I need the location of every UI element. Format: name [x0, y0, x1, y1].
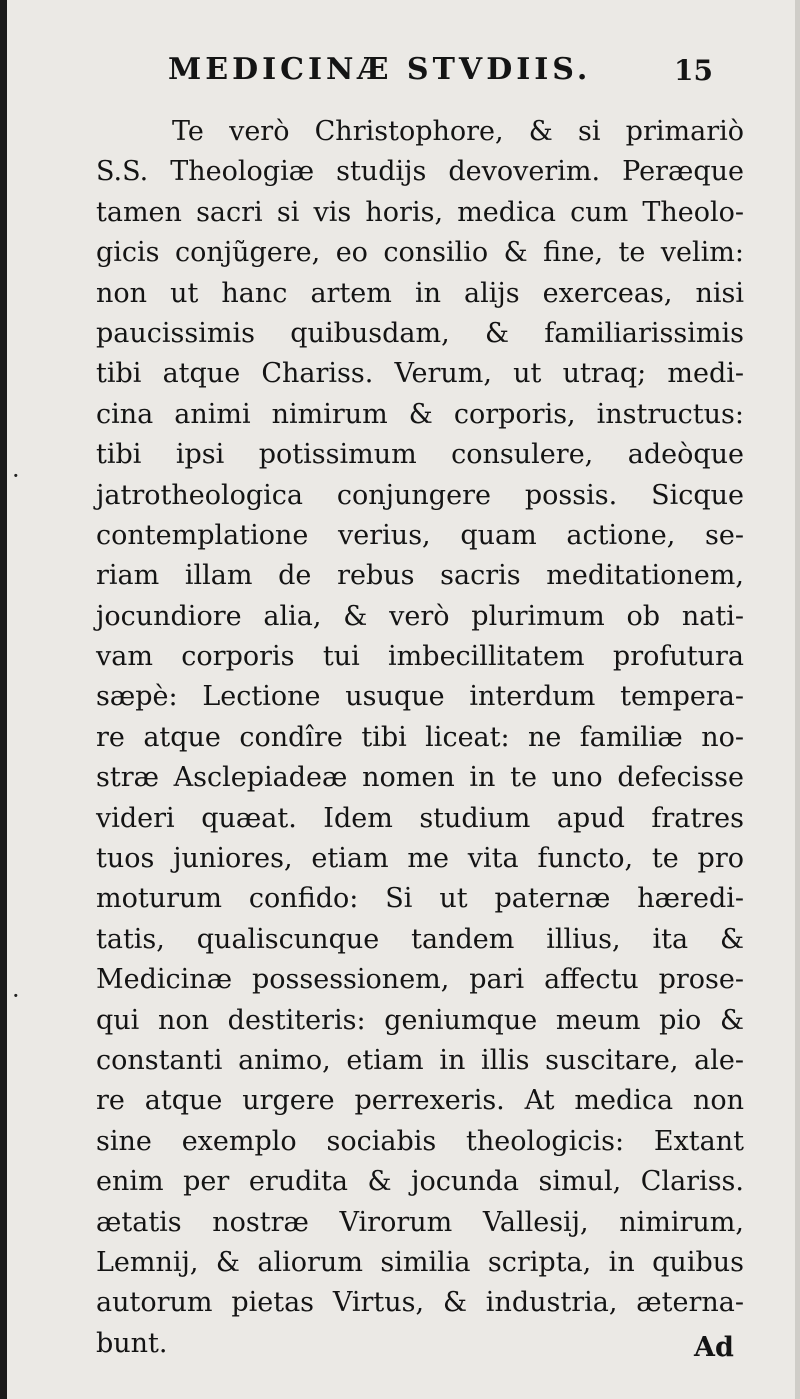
text-line: tibi ipsi potissimum consulere, adeòque — [96, 439, 744, 471]
text-line: ætatis nostræ Virorum Vallesij, nimirum, — [96, 1206, 744, 1238]
page-header — [168, 52, 728, 92]
text-line: re atque urgere perrexeris. At medica non — [96, 1085, 744, 1117]
page-number: 15 — [674, 54, 713, 87]
text-line: cina animi nimirum & corporis, instructus: — [96, 398, 744, 430]
text-line: tamen sacri si vis horis, medica cum Theolo- — [96, 196, 744, 228]
text-line: Medicinæ possessionem, pari affectu prose- — [96, 964, 744, 996]
text-line: sæpè: Lectione usuque interdum tempera- — [96, 681, 744, 713]
text-line: bunt. — [96, 1327, 168, 1359]
text-line: constanti animo, etiam in illis suscitare, ale- — [96, 1044, 744, 1076]
text-line: tuos juniores, etiam me vita functo, te pro — [96, 843, 744, 875]
text-line: Te verò Christophore, & si primariò — [172, 116, 744, 147]
text-line: jatrotheologica conjungere possis. Sicque — [96, 479, 744, 511]
text-line: Lemnij, & aliorum similia scripta, in quibus — [96, 1246, 744, 1278]
page-gutter-shadow — [0, 0, 7, 1399]
text-line: stræ Asclepiadeæ nomen in te uno defecisse — [96, 762, 744, 794]
page-edge — [795, 0, 800, 1399]
text-line: autorum pietas Virtus, & industria, æterna- — [96, 1287, 744, 1319]
text-line: tatis, qualiscunque tandem illius, ita & — [96, 923, 744, 955]
text-line: qui non destiteris: geniumque meum pio & — [96, 1004, 744, 1036]
text-line: moturum confido: Si ut paternæ hæredi- — [96, 883, 744, 915]
text-line: re atque condîre tibi liceat: ne familiæ no- — [96, 721, 744, 753]
text-line: sine exemplo sociabis theologicis: Extant — [96, 1125, 744, 1157]
text-line: tibi atque Chariss. Verum, ut utraq; medi- — [96, 358, 744, 390]
text-line: vam corporis tui imbecillitatem profutura — [96, 641, 744, 673]
catchword: Ad — [694, 1332, 734, 1363]
margin-mark: · — [12, 982, 20, 1010]
text-line: riam illam de rebus sacris meditationem, — [96, 560, 744, 592]
text-line: contemplatione verius, quam actione, se- — [96, 519, 744, 551]
text-line: S.S. Theologiæ studijs devoverim. Peræque — [96, 156, 744, 188]
text-line: paucissimis quibusdam, & familiarissimis — [96, 317, 744, 349]
margin-mark: · — [12, 462, 20, 490]
body-text — [96, 112, 744, 1364]
text-line: gicis conjũgere, eo consilio & fine, te velim: — [96, 237, 744, 269]
text-line: enim per erudita & jocunda simul, Clariss. — [96, 1166, 744, 1198]
text-line: jocundiore alia, & verò plurimum ob nati- — [96, 600, 744, 632]
text-line: videri quæat. Idem studium apud fratres — [96, 802, 744, 834]
text-line: non ut hanc artem in alijs exerceas, nisi — [96, 277, 744, 309]
running-head: MEDICINÆ STVDIIS. — [168, 52, 592, 87]
